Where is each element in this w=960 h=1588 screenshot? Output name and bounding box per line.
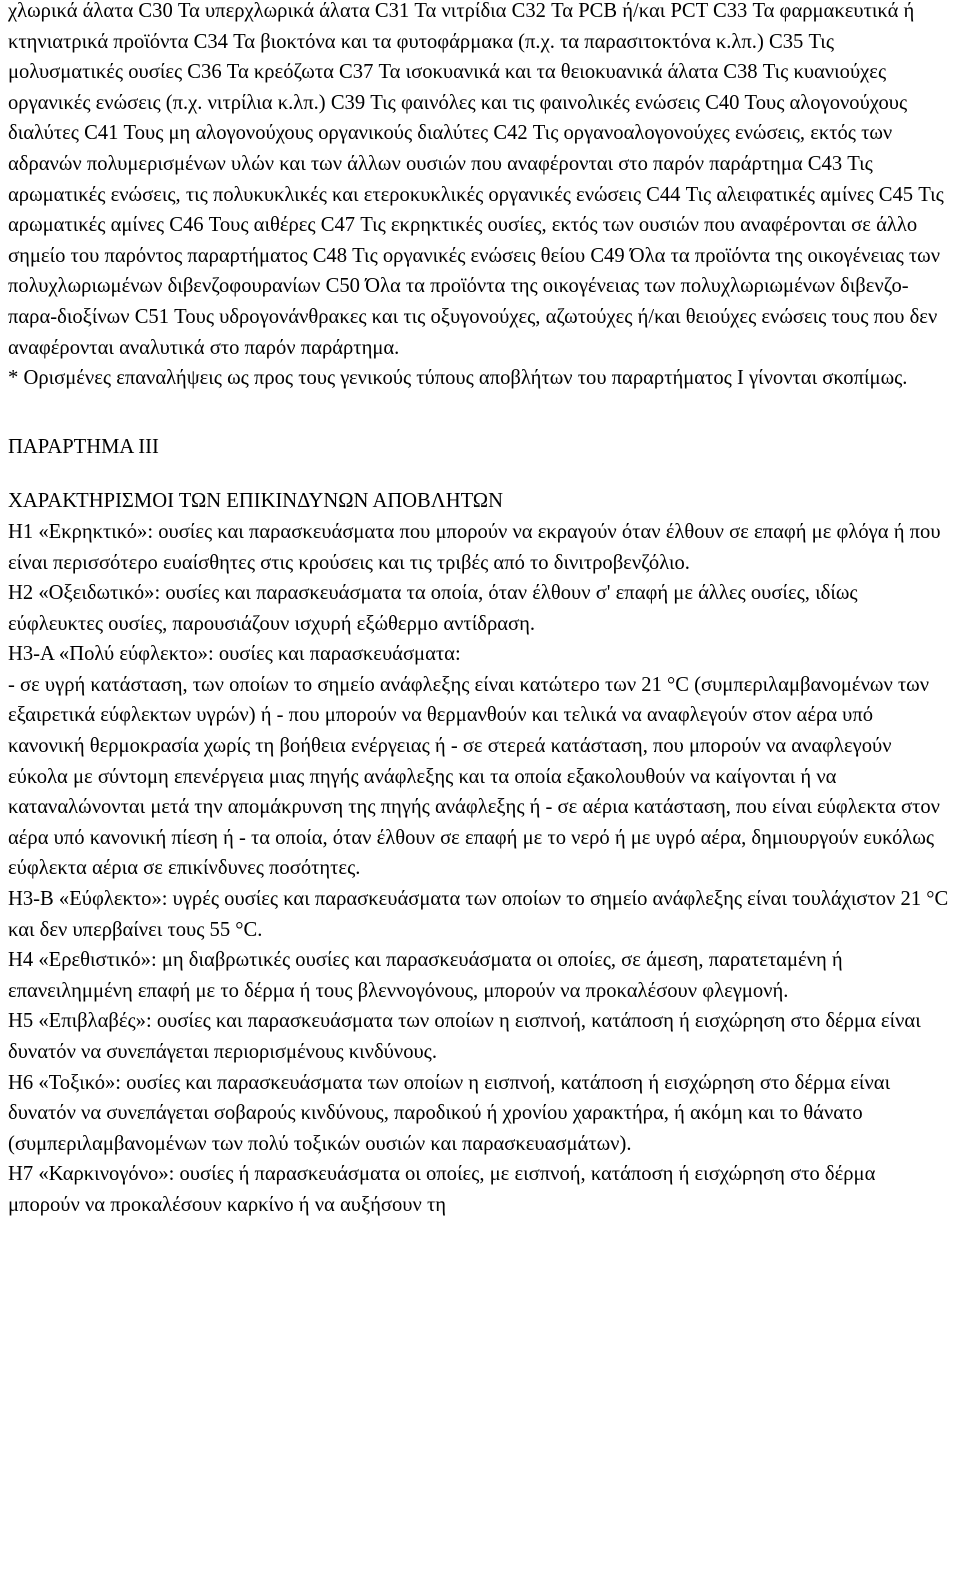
section-heading: ΧΑΡΑΚΤΗΡΙΣΜΟΙ ΤΩΝ ΕΠΙΚΙΝΔΥΝΩΝ ΑΠΟΒΛΗΤΩΝ	[8, 490, 503, 513]
item-h2: Η2 «Οξειδωτικό»: ουσίες και παρασκευάσματα τα οποία, όταν έλθουν σ' επαφή με άλλες ουσίες, ιδίως εύφλευκτες ουσίες, παρουσιάζουν ισχυρή εξώθερμο αντίδραση.	[8, 582, 858, 635]
item-h1: Η1 «Εκρηκτικό»: ουσίες και παρασκευάσματα που μπορούν να εκραγούν όταν έλθουν σε επαφή με φλόγα ή που είναι περισσότερο ευαίσθητες στις κρούσεις και τις τριβές από το δινιτροβενζόλιο.	[8, 520, 941, 574]
footnote: * Ορισμένες επαναλήψεις ως προς τους γενικούς τύπους αποβλήτων του παραρτήματος Ι γίνονται σκοπίμως.	[8, 367, 908, 390]
item-h3a-body: - σε υγρή κατάσταση, των οποίων το σημείο ανάφλεξης είναι κατώτερο των 21 °C (συμπεριλαμβανομένων των εξαιρετικά εύφλεκτων υγρών) ή - που μπορούν να θερμανθούν και τελικά να αναφλεγούν στον αέρα υπό κανονική θερμοκρασία χωρίς τη βοήθεια ενέργειας ή - σε στερεά κατάσταση, που μπορούν να αναφλεγούν εύκολα με σύντομη επενέργεια μιας πηγής ανάφλεξης και τα οποία εξακολουθούν να καίγονται ή να καταναλώνονται μετά την απομάκρυνση της πηγής ανάφλεξης ή - σε αέρια κατάσταση, που είναι εύφλεκτα στον αέρα υπό κανονική πίεση ή - τα οποία, όταν έλθουν σε επαφή με το νερό ή με υγρό αέρα, δημιουργούν ευκόλως εύφλεκτα αέρια σε επικίνδυνες ποσότητες.	[8, 673, 940, 880]
annex-ii-list-continuation: χλωρικά άλατα C30 Τα υπερχλωρικά άλατα C31 Τα νιτρίδια C32 Τα PCB ή/και PCT C33 Τα φαρμακευτικά ή κτηνιατρικά προϊόντα C34 Τα βιοκτόνα και τα φυτοφάρμακα (π.χ. τα παρασιτοκτόνα κ.λπ.) C35 Τις μολυσματικές ουσίες C36 Τα κρεόζωτα C37 Τα ισοκυανικά και τα θειοκυανικά άλατα C38 Τις κυανιούχες οργανικές ενώσεις (π.χ. νιτρίλια κ.λπ.) C39 Τις φαινόλες και τις φαινολικές ενώσεις C40 Τους αλογονούχους διαλύτες C41 Τους μη αλογονούχους οργανικούς διαλύτες C42 Τις οργανοαλογονούχες ενώσεις, εκτός των αδρανών πολυμερισμένων υλών και των άλλων ουσιών που αναφέρονται στο παρόν παράρτημα C43 Τις αρωματικές ενώσεις, τις πολυκυκλικές και ετεροκυκλικές οργανικές ενώσεις C44 Τις αλειφατικές αμίνες C45 Τις αρωματικές αμίνες C46 Τους αιθέρες C47 Τις εκρηκτικές ουσίες, εκτός των ουσιών που αναφέρονται σε άλλο σημείο του παρόντος παραρτήματος C48 Τις οργανικές ενώσεις θείου C49 Όλα τα προϊόντα της οικογένειας των πολυχλωριωμένων διβενζοφουρανίων C50 Όλα τα προϊόντα της οικογένειας των πολυχλωριωμένων διβενζο-παρα-διοξίνων C51 Τους υδρογονάνθρακες και τις οξυγονούχες, αζωτούχες ή/και θειούχες ενώσεις τους που δεν αναφέρονται αναλυτικά στο παρόν παράρτημα.	[8, 0, 944, 359]
item-h3b: Η3-Β «Εύφλεκτο»: υγρές ουσίες και παρασκευάσματα των οποίων το σημείο ανάφλεξης είναι τουλάχιστον 21 °C και δεν υπερβαίνει τους 55 °C.	[8, 888, 949, 941]
annex-title: ΠΑΡΑΡΤΗΜΑ ΙΙΙ	[8, 435, 159, 458]
item-h5: Η5 «Επιβλαβές»: ουσίες και παρασκευάσματα των οποίων η εισπνοή, κατάποση ή εισχώρηση στο δέρμα είναι δυνατόν να συνεπάγεται περιορισμένους κινδύνους.	[8, 1010, 921, 1063]
item-h7: Η7 «Καρκινογόνο»: ουσίες ή παρασκευάσματα οι οποίες, με εισπνοή, κατάποση ή εισχώρηση στο δέρμα μπορούν να προκαλέσουν καρκίνο ή να αυξήσουν τη	[8, 1163, 876, 1216]
item-h3a-title: Η3-Α «Πολύ εύφλεκτο»: ουσίες και παρασκευάσματα:	[8, 643, 461, 666]
item-h4: Η4 «Ερεθιστικό»: μη διαβρωτικές ουσίες και παρασκευάσματα οι οποίες, σε άμεση, παρατεταμένη ή επανειλημμένη επαφή με το δέρμα ή τους βλεννογόνους, μπορούν να προκαλέσουν φλεγμονή.	[8, 949, 843, 1002]
item-h6: Η6 «Τοξικό»: ουσίες και παρασκευάσματα των οποίων η εισπνοή, κατάποση ή εισχώρηση στο δέρμα είναι δυνατόν να συνεπάγεται σοβαρούς κινδύνους, παροδικού ή χρονίου χαρακτήρα, ή ακόμη και το θάνατο (συμπεριλαμβανομένων των πολύ τοξικών ουσιών και παρασκευασμάτων).	[8, 1071, 891, 1155]
